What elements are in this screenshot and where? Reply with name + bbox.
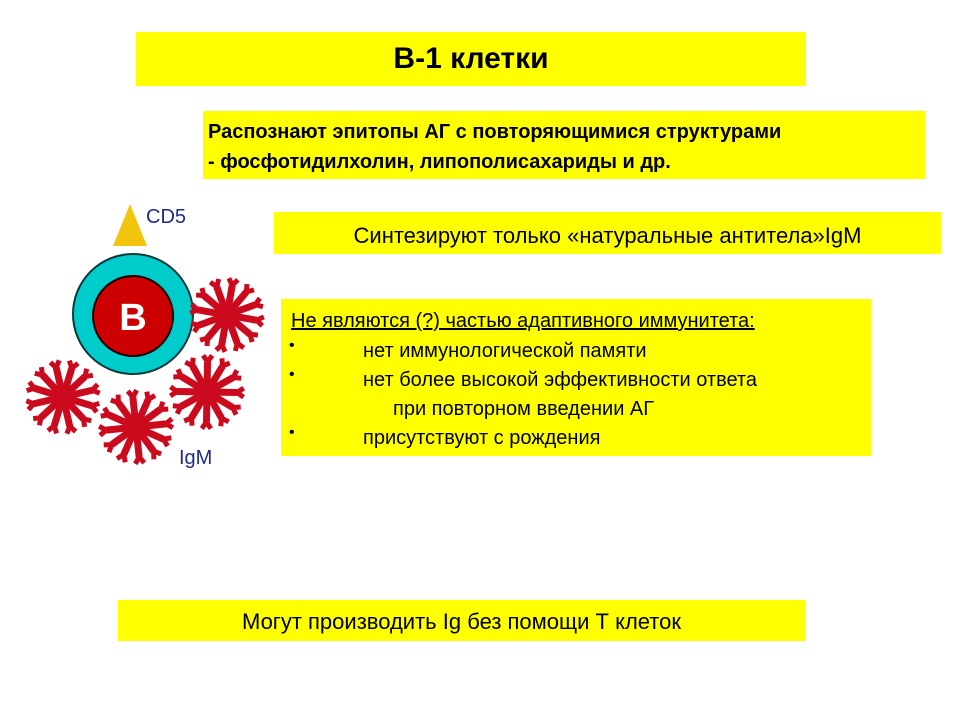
igm-antibody-icon (190, 278, 264, 352)
title-box (136, 32, 806, 86)
bullet-icon: • (289, 424, 295, 441)
igm-label: IgM (179, 447, 213, 469)
igm-antibody-icon (26, 360, 99, 433)
recognition-line-1: Распознают эпитопы АГ с повторяющимися структурами (208, 121, 782, 143)
cd5-label: CD5 (146, 206, 187, 228)
igm-antibody-icon (170, 355, 243, 428)
bullet-icon: • (289, 366, 295, 383)
synthesis-box (274, 212, 941, 254)
cell-letter: B (119, 297, 147, 339)
list-item-continuation: при повторном введении АГ (393, 398, 655, 420)
cd5-receptor (113, 204, 147, 246)
list-item: нет иммунологической памяти (363, 340, 647, 362)
list-item: присутствуют с рождения (363, 427, 601, 449)
recognition-box (203, 111, 925, 179)
adaptive-header: Не являются (?) частью адаптивного иммунитета: (291, 310, 755, 332)
t-cell-box (118, 600, 805, 641)
list-item: нет более высокой эффективности ответа (363, 369, 757, 391)
synthesis-text: Синтезируют только «натуральные антитела»IgM (353, 223, 862, 248)
recognition-line-2: - фосфотидилхолин, липополисахариды и др. (208, 151, 671, 173)
page-title: В-1 клетки (393, 42, 549, 75)
t-cell-text: Могут производить Ig без помощи Т клеток (242, 609, 681, 634)
bullet-icon: • (289, 337, 295, 354)
igm-antibody-icon (99, 390, 173, 464)
adaptive-immunity-box (281, 299, 871, 456)
